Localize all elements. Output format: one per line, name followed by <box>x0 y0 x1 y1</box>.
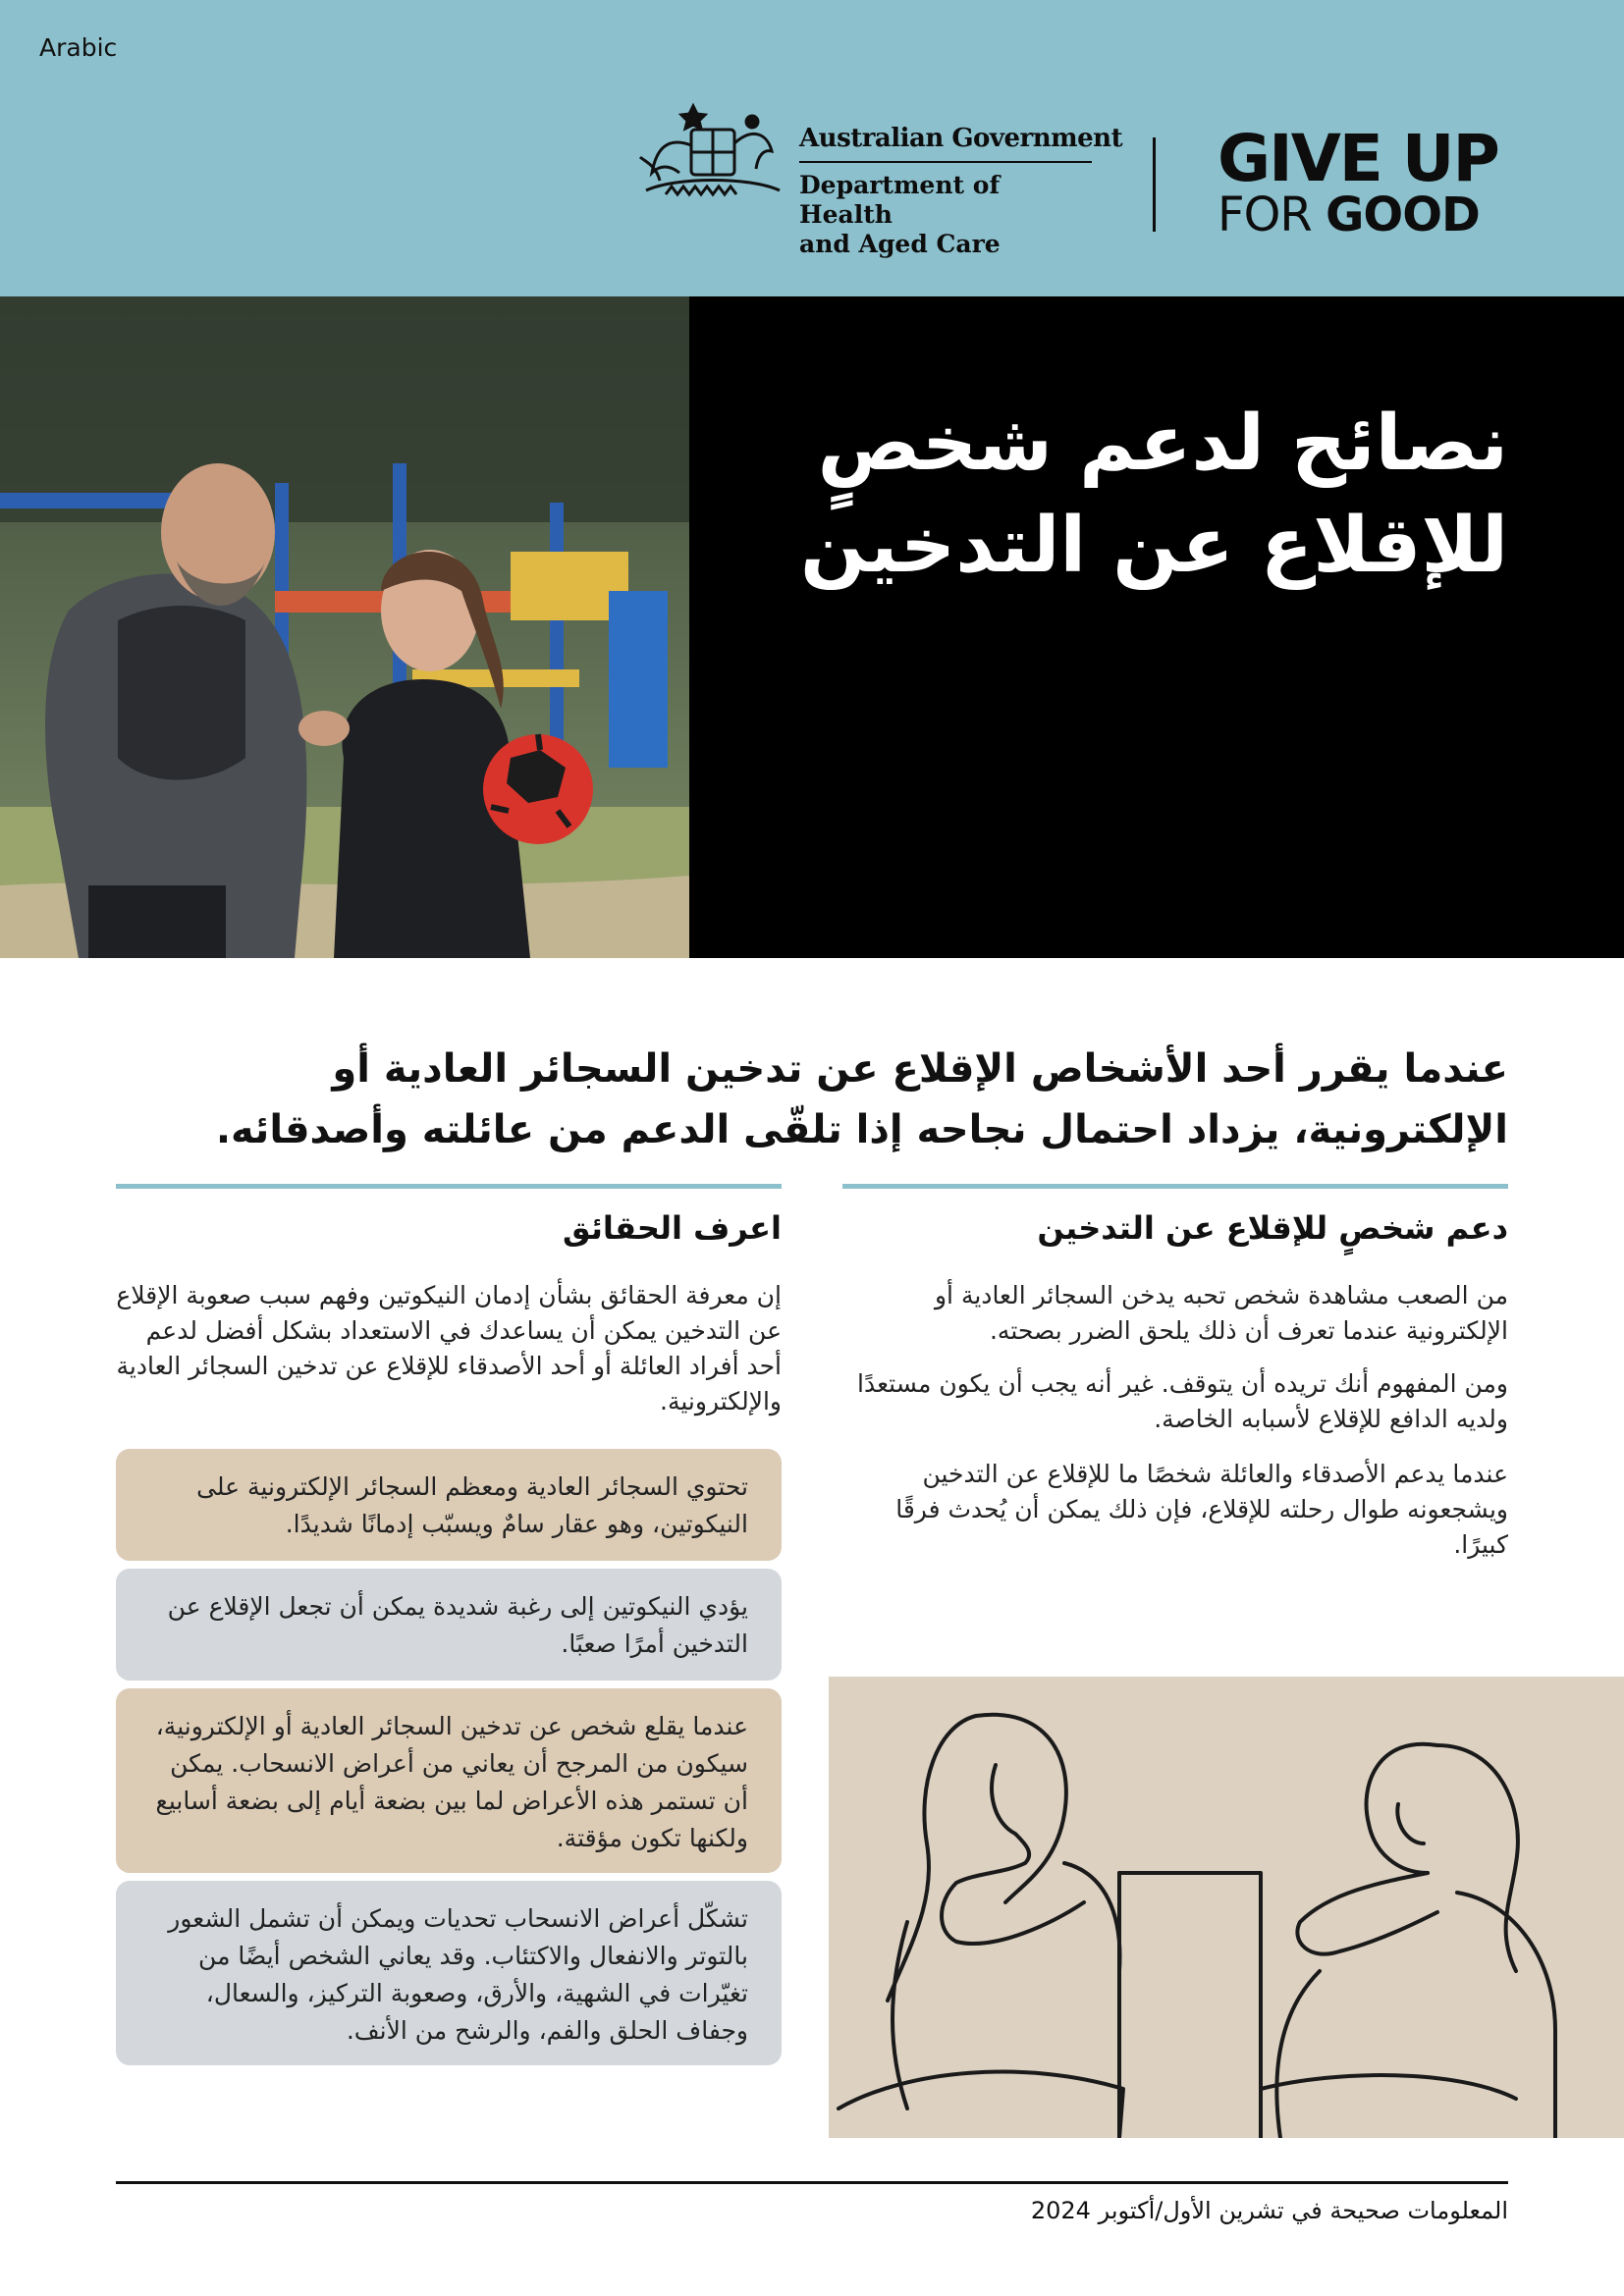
page-title <box>742 393 1508 597</box>
fact-box-4: تشكّل أعراض الانسحاب تحديات ويمكن أن تشمل الشعور بالتوتر والانفعال والاكتئاب. وقد يعاني الشخص أيضًا من تغيّرات في الشهية، والأرق، وصعوبة التركيز، والسعال، وجفاف الحلق والفم، والرشح من الأنف. <box>116 1881 782 2065</box>
right-paragraph-2: ومن المفهوم أنك تريده أن يتوقف. غير أنه يجب أن يكون مستعدًا ولديه الدافع للإقلاع لأسبابه الخاصة. <box>857 1369 1508 1433</box>
give-up-for-good-logo <box>1218 121 1498 242</box>
brand-line-2: FOR GOOD <box>1218 187 1480 242</box>
government-name: Australian Government <box>799 124 1092 163</box>
coat-of-arms-icon <box>636 96 789 206</box>
brand-line-1: GIVE UP <box>1218 121 1498 196</box>
department-line-2: and Aged Care <box>799 230 1001 258</box>
right-paragraph-1: من الصعب مشاهدة شخص تحبه يدخن السجائر العادية أو الإلكترونية عندما تعرف أن ذلك يلحق الضرر بصحته. <box>934 1281 1508 1345</box>
father-daughter-photo-icon <box>0 296 689 958</box>
left-intro-paragraph: إن معرفة الحقائق بشأن إدمان النيكوتين وفهم سبب صعوبة الإقلاع عن التدخين يمكن أن يساعدك في الاستعداد بشكل أفضل لدعم أحد أفراد العائلة أو أحد الأصدقاء للإقلاع عن تدخين السجائر العادية والإلكترونية. <box>116 1281 782 1415</box>
right-column-heading: دعم شخصٍ للإقلاع عن التدخين <box>1037 1209 1508 1247</box>
intro-text: عندما يقرر أحد الأشخاص الإقلاع عن تدخين السجائر العادية أو الإلكترونية، يزداد احتمال نجاحه إذا تلقّى الدعم من عائلته وأصدقائه. <box>215 1046 1508 1152</box>
hero-photo <box>0 296 689 958</box>
two-people-talking-illustration-icon <box>829 1677 1624 2138</box>
footer-rule <box>116 2181 1508 2184</box>
right-paragraph-3: عندما يدعم الأصدقاء والعائلة شخصًا ما للإقلاع عن التدخين ويشجعونه طوال رحلته للإقلاع، فإن ذلك يمكن أن يُحدث فرقًا كبيرًا. <box>895 1460 1508 1559</box>
right-column-rule <box>842 1184 1508 1189</box>
left-column-heading: اعرف الحقائق <box>563 1209 782 1247</box>
fact-box-3: عندما يقلع شخص عن تدخين السجائر العادية أو الإلكترونية، سيكون من المرجح أن يعاني من أعراض الانسحاب. يمكن أن تستمر هذه الأعراض لما بين بضعة أيام إلى بضعة أسابيع ولكنها تكون مؤقتة. <box>116 1688 782 1873</box>
header-band <box>0 0 1624 296</box>
language-label: Arabic <box>39 33 118 62</box>
title-line-1: نصائح لدعم شخصٍ <box>817 400 1508 488</box>
logo-divider <box>1153 137 1156 232</box>
title-line-2: للإقلاع عن التدخين <box>799 502 1508 590</box>
footer-date-note: المعلومات صحيحة في تشرين الأول/أكتوبر 2024 <box>1030 2197 1508 2224</box>
fact-box-2: يؤدي النيكوتين إلى رغبة شديدة يمكن أن تجعل الإقلاع عن التدخين أمرًا صعبًا. <box>116 1569 782 1681</box>
left-column-rule <box>116 1184 782 1189</box>
government-logo-text <box>799 124 1123 259</box>
illustration-panel <box>829 1677 1624 2138</box>
fact-box-1: تحتوي السجائر العادية ومعظم السجائر الإلكترونية على النيكوتين، وهو عقار سامٌ ويسبّب إدمانًا شديدًا. <box>116 1449 782 1561</box>
department-line-1: Department of Health <box>799 171 1001 229</box>
